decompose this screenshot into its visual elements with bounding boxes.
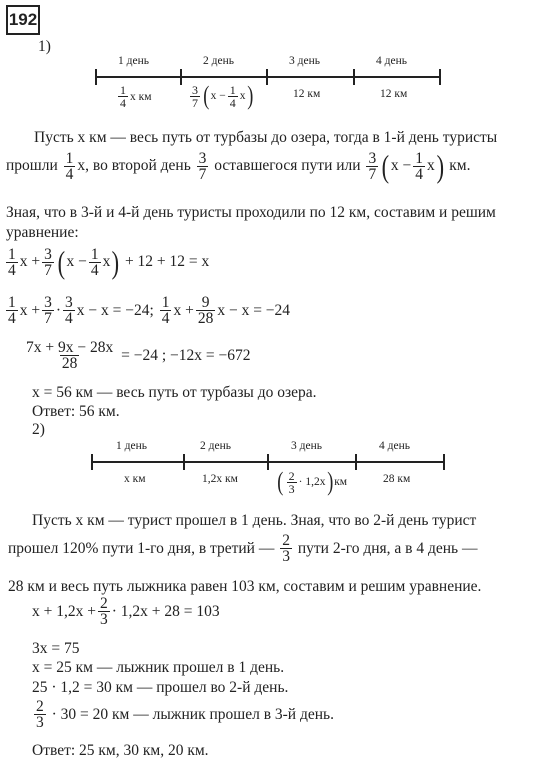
part1-day-label: 3 день — [289, 55, 320, 67]
part1-text-line: Пусть x км — весь путь от турбазы до озера, тогда в 1-й день туристы — [34, 129, 498, 146]
part2-day-label: 2 день — [200, 440, 231, 452]
part2-equation: x = 25 км — лыжник прошел в 1 день. — [32, 659, 285, 676]
part1-label: 1) — [38, 38, 51, 55]
part2-answer: Ответ: 25 км, 30 км, 20 км. — [32, 742, 209, 759]
part1-text-line: Зная, что в 3-й и 4-й день туристы проходили по 12 км, составим и решим — [6, 204, 496, 221]
part2-text-line: прошел 120% пути 1-го дня, в третий — 2 3 пути 2-го дня, а в 4 день — — [8, 532, 478, 565]
part2-day-label: 1 день — [116, 440, 147, 452]
part2-equation: 25 · 1,2 = 30 км — прошел во 2-й день. — [32, 679, 289, 696]
part1-text-line: уравнение: — [6, 224, 79, 241]
part2-segment-value: 28 км — [383, 473, 411, 485]
part2-text-line: 28 км и весь путь лыжника равен 103 км, составим и решим уравнение. — [8, 578, 482, 595]
part2-day-label: 3 день — [291, 440, 322, 452]
part2-text-line: Пусть x км — турист прошел в 1 день. Зная, что во 2-й день турист — [32, 512, 477, 529]
part2-segment-value: ( 2 3 · 1,2x ) км — [277, 467, 348, 496]
part1-text-line: прошли 1 4 x , во второй день 3 7 оставшегося пути или 3 7 ( x − $\frac{1}{4}$ x ) км. — [6, 148, 471, 184]
part1-day-label: 1 день — [118, 55, 149, 67]
problem-number-badge: 192 — [6, 5, 40, 35]
part1-equation: 1 4 x + $\frac{3}{7}$ · 3 4 x − x = −24; 1 4 x + $\frac{9}{28}$ x − x = −24 — [8, 294, 291, 327]
part1-result-line: x = 56 км — весь путь от турбазы до озера. — [32, 384, 317, 401]
part1-answer: Ответ: 56 км. — [32, 403, 120, 420]
part2-equation: x + 1,2x + $\frac{2}{3}$ · 1,2x + 28 = 103 — [32, 595, 220, 628]
part1-day-label: 2 день — [203, 55, 234, 67]
part2-label: 2) — [32, 421, 45, 438]
part2-segment-value: x км — [124, 473, 146, 485]
part2-day-label: 4 день — [379, 440, 410, 452]
part2-equation: 3x = 75 — [32, 640, 80, 657]
part1-segment-value: 12 км — [293, 88, 321, 100]
part2-segment-value: 1,2x км — [202, 473, 238, 485]
part1-equation: 1 4 x + $\frac{3}{7}$ ( x − $\frac{1}{4}$ x ) + 12 + 12 = x — [8, 244, 210, 280]
part2-equation: 2 3 · 30 = 20 км — лыжник прошел в 3-й день. — [36, 698, 334, 731]
part1-segment-value: 12 км — [380, 88, 408, 100]
part1-equation: $\frac{7x + 9x - 28x}{28}$ = −24 ; −12x = −672 — [26, 339, 251, 372]
part1-segment-value: 3 7 ( x − $\frac{1}{4}$ x ) — [192, 81, 253, 110]
part1-day-label: 4 день — [376, 55, 407, 67]
part1-segment-value: 1 4 x км — [120, 83, 152, 110]
